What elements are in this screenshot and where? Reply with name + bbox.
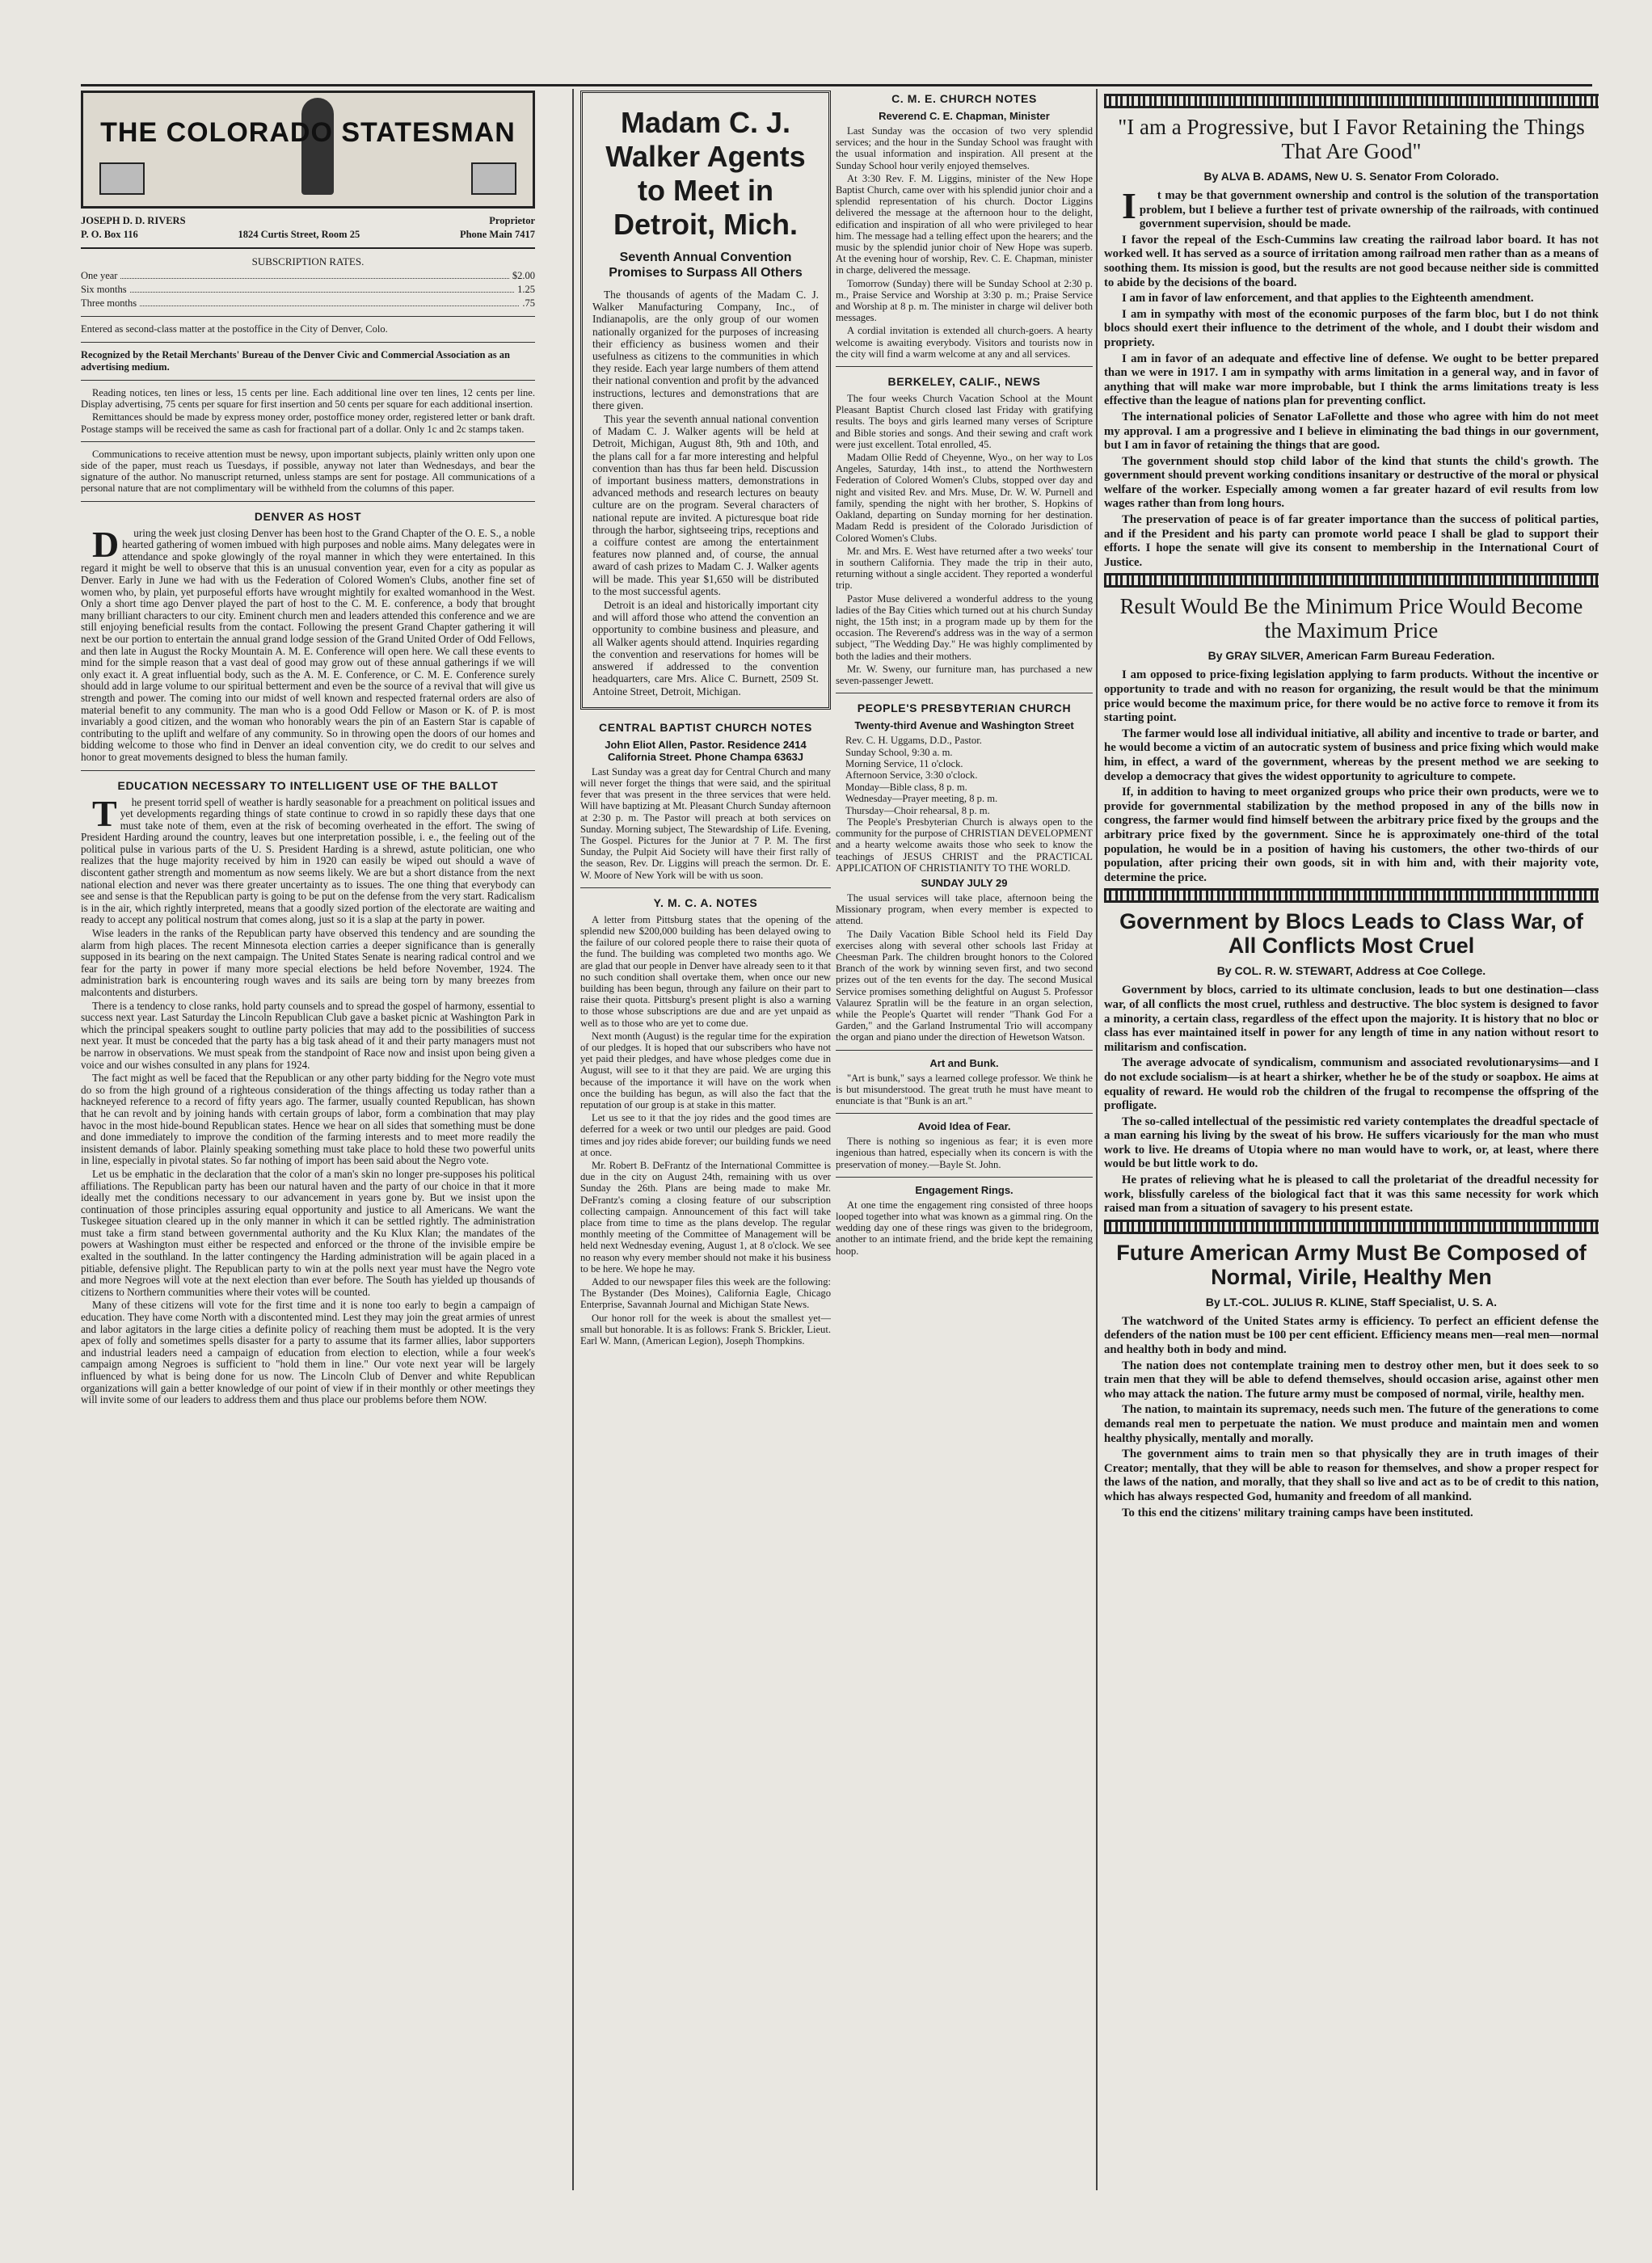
editorial-paragraph: The fact might as well be faced that the Republican or any other party bidding for the Negro vote must do so from the high ground of a righteous consideration of the things affecting us today rather than a hackneyed reference to a record of fifty years ago. The farmer, usually counted Republican, has shown that he can revolt and by joining hands with certain groups of labor, form a combination that may play havoc in the most hide-bound Republican states. Hence we hear on all sides that something must be done and done immediately to improve the condition of the farming interests and to meet more readily the insistent demands of labor. Plainly speaking something must take place to hold these two powerful units in line, especially in pivotal states. So far nothing of import has been said about the Negro vote. (81, 1072, 535, 1167)
subscription-title: SUBSCRIPTION RATES. (251, 255, 365, 268)
schedule-line: Sunday School, 9:30 a. m. (845, 746, 953, 758)
filler-heading: Avoid Idea of Fear. (917, 1120, 1011, 1133)
article-paragraph: The government aims to train men so that physically they are in truth images of their Creator; mentally, that they will be able to reason for themselves, and show a proper respect for the laws of the nation, and morally, that they shall so live and act as to be of credit to this nation, which has always respected God, humanity and freedom of all mankind. (1104, 1448, 1599, 1503)
article-paragraph: I am in sympathy with most of the economic purposes of the farm bloc, but I do not think blocs should exert their influence to the detriment of the whole, and I doubt their wisdom and propriety. (1104, 307, 1599, 349)
article-paragraph: I favor the repeal of the Esch-Cummins law creating the railroad labor board. It has not worked well. It has served as a source of irritation among railroad men rather than as a means of soothing them. Its mission is good, but the results are not good because neither side is committed to abide by the decisions of the board. (1104, 233, 1599, 289)
rate-row (81, 284, 535, 296)
body-paragraph: At 3:30 Rev. F. M. Liggins, minister of the New Hope Baptist Church, came over with his splendid junior choir and a splendid representation of his church. Doctor Liggins delivered the message at the afternoon hour to the delight, edification and inspiration of all who were privileged to hear him. The message had a telling effect upon the hearers; and the music by the splendid junior choir of New Hope was superb. At the evening hour of worship, Rev. C. E. Chapman, minister in charge, delivered the message. (836, 172, 1093, 276)
body-paragraph: The usual services will take place, afternoon being the Missionary program, when every member is expected to attend. (836, 892, 1093, 927)
column-rule-1 (572, 89, 574, 2190)
article-paragraph: It may be that government ownership and control is the solution of the transportation problem, but I believe a further test of private ownership of the railroads, with continued government supervision, should be made. (1122, 185, 1599, 231)
column-4 (1104, 91, 1599, 1522)
article-paragraph: The watchword of the United States army is efficiency. To perfect an efficient defense the defenders of the nation must be 100 per cent efficient. Efficiency means men—real men—normal and healthy both in body and mind. (1104, 1314, 1599, 1357)
divider (836, 1177, 1093, 1178)
body-paragraph: At one time the engagement ring consisted of three hoops looped together into what was known as a gimmal ring. On the wedding day one of these rings was given to the bridegroom, another to an intimate friend, and the bride kept the remaining hoop. (836, 1199, 1093, 1257)
article-byline: By ALVA B. ADAMS, New U. S. Senator From Colorado. (1203, 170, 1499, 183)
body-paragraph: The People's Presbyterian Church is always open to the community for the purpose of CHRISTIAN DEVELOPMENT and a hearty welcome awaits those who seek to know the teachings of JESUS CHRIST and the PRACTICAL APPLICATION OF CHRISTIANITY TO THE WORLD. (836, 815, 1093, 874)
greek-key-border (1104, 1220, 1599, 1234)
rate-price: $2.00 (512, 270, 535, 281)
publisher-name: JOSEPH D. D. RIVERS (81, 215, 186, 226)
article-headline: Future American Army Must Be Composed of Normal, Virile, Healthy Men (1116, 1240, 1587, 1289)
editorial-paragraph: Many of these citizens will vote for the first time and it is none too early to begin a campaign of education. They have come North with a discontented mind. Lest they may join the great armies of unrest and labor agitators in the large cities a definite policy of reaching them must be adopted. It is the very apex of folly and sometimes spells disaster for a party to assume that its farmer allies, labor supporters and industrial leaders need a campaign of education from election to election, while a four week's campaign among Negroes is sufficient to "hold them in line." Our vote next year will be largely influenced by what is being done for us now. The Lincoln Club of Denver and white Republican organizations will gain a better knowledge of our point of view if in their monthly or other meetings they will invite some of our leaders to address them and thus place our problems before them NOW. (81, 1299, 535, 1406)
notice-paragraph: Reading notices, ten lines or less, 15 cents per line. Each additional line over ten lines, 12 cents per line. Display advertising, 75 cents per square for first insertion and 50 cents per square for each additional insertion. (81, 387, 535, 411)
address-line (81, 229, 535, 241)
leader-dots (140, 297, 519, 306)
column-3 (836, 91, 1093, 1258)
editorial-heading: EDUCATION NECESSARY TO INTELLIGENT USE OF THE BALLOT (117, 778, 499, 792)
divider (81, 247, 535, 249)
section-subheading: John Eliot Allen, Pastor. Residence 2414 California Street. Phone Champa 6363J (605, 738, 807, 763)
body-paragraph: There is nothing so ingenious as fear; it is even more ingenious than hatred, especially when its concern is with the preservation of money.—Bayle St. John. (836, 1136, 1093, 1170)
article-paragraph: The nation, to maintain its supremacy, needs such men. The future of the generations to come demands real men to perpetuate the nation. We must produce and maintain men and women healthy physically, mentally and morally. (1104, 1403, 1599, 1445)
schedule-line: Afternoon Service, 3:30 o'clock. (845, 769, 978, 782)
filler-heading: Art and Bunk. (929, 1056, 999, 1069)
body-paragraph: Last Sunday was a great day for Central Church and many will never forget the things that were said, and the spiritual fever that was present in the three services that were held. Will have baptizing at Mt. Pleasant Church Sunday afternoon at 2:30 p. m. The Pastor will preach at both services on Sunday. Morning subject, The Stewardship of Life. Evening, The Gospel. Pictures for the Junior at 7 P. M. The first Sunday, the Pulpit Aid Society will have their first rally of the season, Rev. Dr. Liggins will preach the sermon. Dr. E. W. Moore of New York will be with us soon. (580, 765, 831, 881)
badge-left (99, 162, 145, 195)
article-paragraph: The international policies of Senator LaFollette and those who agree with him do not meet my approval. I am a progressive and I believe in eliminating the bad things in our government, but I am in favor of retaining the things that are good. (1104, 410, 1599, 453)
section-heading: BERKELEY, CALIF., NEWS (887, 375, 1041, 389)
article-paragraph: The farmer would lose all individual initiative, all ability and incentive to trade or barter, and he would become a victim of an autocratic system of business and price fixing which would make him, in effect, a ward of the government, whereas by the present method we are seeking to develop a democracy that gives the widest opportunity to agriculture to compete. (1104, 727, 1599, 783)
body-paragraph: Added to our newspaper files this week are the following: The Bystander (Des Moines), California Eagle, Chicago Enterprise, Savannah Journal and Michigan State News. (580, 1276, 831, 1311)
walker-advertisement (580, 91, 831, 710)
ad-subheadline: Seventh Annual Convention Promises to Surpass All Others (609, 251, 803, 280)
body-paragraph: A cordial invitation is extended all church-goers. A hearty welcome is awaiting everybody. Visitors and tourists now in the city will find a warm welcome at any and all services. (836, 325, 1093, 360)
section-heading: Y. M. C. A. NOTES (653, 896, 758, 909)
article-byline: By LT.-COL. JULIUS R. KLINE, Staff Specialist, U. S. A. (1205, 1295, 1498, 1308)
body-paragraph: The Daily Vacation Bible School held its Field Day exercises along with several other schools last Friday at Cheesman Park. The children brought honors to the Colored Branch of the work by winning seven first, and two second prizes out of the ten events for the day. The second Musical Service promises something delightful on August 5. Professor Valaurez Spratlin will be the feature in an organ selection, while the People's Quartet will render "Thank God For a Garden," and the Garland Instrumental Trio will accompany the organ and piano under the direction of Hewetson Watson. (836, 928, 1093, 1043)
body-paragraph: Madam Ollie Redd of Cheyenne, Wyo., on her way to Los Angeles, Saturday, 14th inst., to attend the Northwestern Federation of Colored Women's Clubs, stopped over day and night and visited Rev. and Mrs. Muse, Dr. W. W. Purnell and family, spending the night with her brother, S. Hopkins of Oakland, departing on Sunday morning for her destination. Madam Redd is president of the Colorado Jurisdiction of Colored Women's Clubs. (836, 452, 1093, 544)
filler-heading: Engagement Rings. (915, 1183, 1014, 1196)
schedule-line: Wednesday—Prayer meeting, 8 p. m. (845, 793, 998, 805)
street-address: 1824 Curtis Street, Room 25 (238, 229, 360, 240)
notice-paragraph: Remittances should be made by express money order, postoffice money order, registered letter or bank draft. Postage stamps will be received the same as cash for fractional part of a dollar. Only 1c and 2c stamps taken. (81, 411, 535, 435)
publisher-role: Proprietor (489, 215, 535, 226)
greek-key-border (1104, 573, 1599, 588)
article-paragraph: The so-called intellectual of the pessimistic red variety contemplates the dreadful spectacle of a man earning his living by the sweat of his brow. He suffers vicariously for the man who must work to live. He dreams of Utopia where no man would have to work, or, at least, where there would be but little work to do. (1104, 1115, 1599, 1171)
column-2 (580, 91, 831, 1348)
ad-paragraph: The thousands of agents of the Madam C. J. Walker Manufacturing Company, Inc., of Indianapolis, are the only group of our women nationally organized for the purposes of increasing their efficiency as business women and their usefulness as citizens to the communities in which they reside. Each year large numbers of them attend their national convention and profit by the advanced instructions, lectures and demonstrations that are there given. (592, 289, 819, 411)
divider (81, 342, 535, 343)
article-paragraph: To this end the citizens' military training camps have been instituted. (1122, 1506, 1473, 1519)
editorial-paragraph: There is a tendency to close ranks, hold party counsels and to spread the gospel of harmony, essential to success next year. Last Saturday the Lincoln Republican Club gave a basket picnic at Washington Park in which the principal speakers sought to outline party policies that may add to the possibilities of success next year. It must be conceded that the party has a big task ahead of it and their party managers must not be narrow in observations. We must speak from the standpoint of Race now and insist upon being given a voice and our wishes consulted in any plans for 1924. (81, 999, 535, 1071)
body-paragraph: Last Sunday was the occasion of two very splendid services; and the hour in the Sunday School was fraught with the usual information and inspiration. All present at the Sunday School hour verily enjoyed themselves. (836, 125, 1093, 171)
greek-key-border (1104, 888, 1599, 903)
section-subheading: Twenty-third Avenue and Washington Street (854, 719, 1074, 732)
column-1 (81, 91, 535, 1408)
article-headline: Government by Blocs Leads to Class War, of All Conflicts Most Cruel (1119, 909, 1583, 959)
article-paragraph: The preservation of peace is of far greater importance than the success of political parties, and if the President and his party can promote world peace I shall be glad to support their efforts. I hope the senate will give its consent to membership in the International Court of Justice. (1104, 513, 1599, 569)
schedule-line: Thursday—Choir rehearsal, 8 p. m. (845, 804, 990, 816)
body-paragraph: Pastor Muse delivered a wonderful address to the young ladies of the Bay Cities which turned out at his church Sunday night, the 15th inst; in a program made up by them for the occasion. The Reverend's address was in the way of a sermon subject, "The Wedding Day." He was highly complimented by both the ladies and their mothers. (836, 592, 1093, 662)
body-paragraph: The four weeks Church Vacation School at the Mount Pleasant Baptist Church closed last Friday with gratifying results. The boys and girls learned many verses of Scripture and Bible stories and songs. And their sewing and craft work were just excellent. Total enrolled, 45. (836, 393, 1093, 450)
ad-headline: Madam C. J. Walker Agents to Meet in Detroit, Mich. (605, 106, 806, 241)
editorial-paragraph: Wise leaders in the ranks of the Republican party have observed this tendency and are sounding the alarm from high places. The recent Minnesota election carries a deeper significance than is generally supposed in its bearing on the next campaign. The United States Senate is nearing radical control and we fear for the party in power if many more special elections be held before November, 1924. The administration bark is encountering rough waves and its sails are being torn by many breezes from malcontents and disturbers. (81, 927, 535, 998)
schedule-line: Rev. C. H. Uggams, D.D., Pastor. (845, 735, 982, 747)
body-paragraph: Mr. Robert B. DeFrantz of the International Committee is due in the city on August 24th, remaining with us over Sunday the 26th. Plans are being made to make Mr. DeFrantz's coming a closing feature of our subscription collecting campaign. Announcement of this fact will take place from time to time as the plans develop. The regular monthly meeting of the Committee of Management will be held next Wednesday evening, August 1, at 8 o'clock. We see no reason why every member should not make it his business to be here. We hope he may. (580, 1160, 831, 1275)
body-paragraph: A letter from Pittsburg states that the opening of the splendid new $200,000 building has been delayed owing to the failure of our colored people there to raise their quota of the fund. The building was completed two months ago. We are glad that our people in Denver have already seen to it that no such condition shall overtake them, when once our new building has been begun, through any failure on their part to raise their quota. Pittsburg's present plight is also a warning to those whose subscriptions are due and are yet unpaid as well as to those who are yet to come due. (580, 913, 831, 1029)
publisher-line (81, 215, 535, 227)
article-byline: By GRAY SILVER, American Farm Bureau Federation. (1207, 649, 1495, 663)
editorial-paragraph: During the week just closing Denver has been host to the Grand Chapter of the O. E. S., a noble hearted gathering of women imbued with high purposes and noble aims. Many delegates were in attendance and spoke glowingly of the royal manner in which they were entertained. In this regard it might be well to observe that this is an unusual convention year, even for a city as popular as Denver. Early in June we had with us the Federation of Colored Women's Clubs, another fine set of women who, by plain, yet purposeful efforts have wrought mightily for exalted womanhood in the West. Only a short time ago Denver played the part of host to the C. M. E. conference, a body that brought many brilliant characters to our city. Eminent church men and leaders attended this conference and we are still enjoying beneficial results from the contact. Following the present Grand Chapter gathering it will next be our portion to entertain the annual grand lodge session of the Grand United Order of Odd Fellows, and then late in August the Rocky Mountain A. M. E. Conference will open here. We call these events to mind for the simple reason that a vast deal of good may grow out of these annual gatherings if we will only exact it. A great influential body, such as the A. M. E. Conference, or C. M. E. Conference surely should add in large volume to our spiritual betterment and even be the source of a revival that will give us strength and power. The coming into our midst of well known and respected fraternal orders are also of material benefit to any community. The man who is a good Odd Fellow or Mason or K. of P. is most invariably a good citizen, and the woman who honorably wears the pin of an Eastern Star is capable of contributing to the uplift and welfare of any community. So in throwing open the doors of our homes and bidding welcome to those who find in Denver an ideal convention city, we do credit to our selves and honor to great movements designed to bless the human family. (81, 523, 535, 763)
divider (81, 501, 535, 502)
section-heading: C. M. E. CHURCH NOTES (891, 92, 1037, 105)
leader-dots (130, 284, 515, 293)
body-paragraph: Mr. W. Sweny, our furniture man, has purchased a new seven-passenger Jewett. (836, 663, 1093, 686)
masthead-banner (81, 91, 535, 209)
greek-key-border (1104, 94, 1599, 108)
article-paragraph: I am opposed to price-fixing legislation applying to farm products. Without the incentive or opportunity to trade and with no reason for organizing, the result would be that the minimum price would become the maximum price, for there would be no active force to remove it from its starting point. (1104, 668, 1599, 725)
section-heading: PEOPLE'S PRESBYTERIAN CHURCH (857, 702, 1072, 715)
rate-label: Three months (81, 297, 137, 309)
rate-price: 1.25 (517, 284, 535, 295)
divider (81, 770, 535, 771)
schedule-line: Monday—Bible class, 8 p. m. (845, 781, 967, 793)
rate-row (81, 270, 535, 282)
rate-price: .75 (522, 297, 535, 309)
recognized-note: Recognized by the Retail Merchants' Bureau of the Denver Civic and Commercial Association as an advertising medium. (81, 349, 510, 373)
notice-paragraph: Communications to receive attention must be newsy, upon important subjects, plainly written only upon one side of the paper, must reach us Tuesdays, if possible, anyway not later than Wednesdays, and bear the signature of the author. No manuscript returned, unless stamps are sent for postage. All communications of a personal nature that are not complimentary will be withheld from the columns of this paper. (81, 448, 535, 495)
divider (580, 887, 831, 888)
rate-label: Six months (81, 284, 127, 295)
body-paragraph: "Art is bunk," says a learned college professor. We think he is but misunderstood. The great truth he must have meant to enunciate is that "Bunk is an art." (836, 1072, 1093, 1107)
rate-row (81, 297, 535, 310)
divider (836, 1050, 1093, 1051)
editorial-heading: DENVER AS HOST (254, 509, 362, 523)
po-box: P. O. Box 116 (81, 229, 138, 240)
section-subheading: Reverend C. E. Chapman, Minister (879, 110, 1050, 122)
article-byline: By COL. R. W. STEWART, Address at Coe College. (1216, 964, 1486, 978)
article-paragraph: He prates of relieving what he is pleased to call the proletariat of the dreadful necessity for work, blissfully careless of the biological fact that it was this same necessity for work which raised man from a situation of savagery to his present estate. (1104, 1174, 1599, 1216)
entered-note: Entered as second-class matter at the postoffice in the City of Denver, Colo. (81, 323, 388, 335)
divider (836, 366, 1093, 367)
body-paragraph: Next month (August) is the regular time for the expiration of our pledges. It is hoped that our subscribers who have not yet paid their pledges, and have whose pledges come due in August, will see to it that they are paid. We are urging this because of the importance it will have on the work when once the building has begun, as will also the fact that the reputation of our group is at stake in this matter. (580, 1030, 831, 1110)
divider (81, 441, 535, 442)
top-rule (81, 84, 1592, 86)
article-paragraph: Government by blocs, carried to its ultimate conclusion, leads to but one destination—class war, of all conflicts the most cruel, ruthless and destructive. The bloc system is designed to favor a minority, a certain class, regardless of the effect upon the majority. It is history that no bloc or class has ever maintained itself in power for any length of time in any nation without resort to militarism and confiscation. (1104, 984, 1599, 1054)
article-paragraph: If, in addition to having to meet organized groups who price their own products, were we to provide for governmental stabilization by the method proposed in any of the bills now in congress, the farmer would find himself between the arbitrary price fixed by the groups and the arbitrary price fixed by the government. Since he is approximately one-third of the total population, he would be in a position of having his customers, the other two-thirds of our population, after pricing their own goods, sit in with him and, with their majority vote, determine the price. (1104, 786, 1599, 884)
section-heading: CENTRAL BAPTIST CHURCH NOTES (599, 720, 812, 734)
leader-dots (120, 270, 508, 279)
badge-right (471, 162, 516, 195)
column-rule-2 (1096, 89, 1098, 2190)
article-paragraph: The government should stop child labor of the kind that stunts the child's growth. The government should prevent working conditions insanitary or destructive of the moral or physical welfare of the worker. Especially among women a far greater hazard of evil results from low wages rather than from long hours. (1104, 454, 1599, 511)
article-paragraph: I am in favor of law enforcement, and that applies to the Eighteenth amendment. (1122, 292, 1534, 306)
article-paragraph: The nation does not contemplate training men to destroy other men, but it does seek to so train men that they will be able to defend themselves, should occasion arise, against other men who may attack the nation. The future army must be composed of normal, virile, healthy men. (1104, 1359, 1599, 1401)
divider (81, 380, 535, 381)
masthead-title: THE COLORADO STATESMAN (100, 117, 516, 148)
body-paragraph: Tomorrow (Sunday) there will be Sunday School at 2:30 p. m., Praise Service and Worship at 3:30 p. m.; Praise Service and Worship at 8 p. m. The minister in charge wil deliver both messages. (836, 277, 1093, 324)
article-paragraph: I am in favor of an adequate and effective line of defense. We ought to be better prepared than we were in 1917. I am in sympathy with arms limitation in a general way, and in favor of anything that will make war more improbable, but I think the arms limitations treaty is less effective than the league of nations plan for preventing conflict. (1104, 352, 1599, 408)
editorial-paragraph: The present torrid spell of weather is hardly seasonable for a preachment on political issues and yet developments regarding things of state continue to crowd in so rapidly these days that one must take note of them, even at the risk of becoming overheated in the effort. The swing of President Harding around the country, leaves but one interpretation possible, i. e., the feeling out of the political pulse in various parts of the U. S. President Harding is a shrewd, astute politician, one who realizes that the huge majority received by him in 1920 can easily be wiped out should a wave of discontent gather strength and momentum as now seems likely. We are but a short distance from the next national election and never was there greater uncertainty as to issues. The one thing that everybody can see and sense is that the Republican party is going to be put on the defense from the very start. Radicalism is in the air, which rightly interpreted, means that a goodly sized portion of the electorate are waiting and ready to accept any political nostrum that comes along, just so it is a slap at the party in power. (81, 792, 535, 926)
body-paragraph: Our honor roll for the week is about the smallest yet—small but honorable. It is as follows: Frank S. Brickler, Lieut. Earl W. Mann, (American Legion), Joseph Thompkins. (580, 1312, 831, 1347)
divider (836, 1113, 1093, 1114)
phone: Phone Main 7417 (459, 229, 535, 240)
article-headline: Result Would Be the Minimum Price Would Become the Maximum Price (1119, 594, 1583, 643)
editorial-paragraph: Let us be emphatic in the declaration that the color of a man's skin no longer pre-supposes his political affiliations. The Republican party has been our natural haven and the party of our choice in that it more ideally met the conditions necessary to our advancement in years gone by. But we insist upon the continuation of those principles assuring equal opportunity and justice to all Americans. We want the Tuskegee situation cleared up in the only manner in which it can be settled rightly. The administration must take a firm stand between governmental authority and the Ku Klux Klan; the mandates of the powers at Washington must either be respected and enforced or the throne of the invisible empire be exalted in the southland. In the latter contingency the Harding administration will be again placed in a pitiable, defensive plight. The Republican party to win at the polls next year must have the Negro vote and more Negroes will vote at the next election than ever before. The South has yielded up thousands of citizens to Northern communities where their votes will be counted. (81, 1167, 535, 1298)
date-heading: SUNDAY JULY 29 (921, 877, 1008, 889)
rate-label: One year (81, 270, 118, 281)
divider (81, 316, 535, 317)
ad-paragraph: Detroit is an ideal and historically important city and will afford those who attend the convention an opportunity to combine business and pleasure, and all Walker agents should attend. Inquiries regarding the convention and reservations for homes will be answered if addressed to the convention headquarters, care Mrs. Alice C. Burnett, 2509 St. Antoine Street, Detroit, Michigan. (592, 599, 819, 697)
article-headline: "I am a Progressive, but I Favor Retaining the Things That Are Good" (1118, 115, 1585, 163)
schedule-line: Morning Service, 11 o'clock. (845, 757, 963, 769)
ad-paragraph: This year the seventh annual national convention of Madam C. J. Walker agents will be held at Detroit, Michigan, August 8th, 9th and 10th, and the plans call for a far more interesting and helpful convention than has thus far been held. Discussion of important business matters, demonstrations in advanced methods and research lectures on beauty culture are on the program. Several characters of national repute are invited. A picturesque boat ride through the harbor, sightseeing trips, receptions and a coiffure contest are among the entertainment features now planned and, of course, the annual award of cash prizes to Madam C. J. Walker agents will be made. This year $1,650 will be distributed to the most successful agents. (592, 413, 819, 597)
body-paragraph: Let us see to it that the joy rides and the good times are deferred for a week or two until our pledges are paid. Good times and joy rides abide forever; our building funds we need at once. (580, 1112, 831, 1158)
body-paragraph: Mr. and Mrs. E. West have returned after a two weeks' tour in southern California. They made the trip in their auto, returning without a single accident. They reported a wonderful trip. (836, 545, 1093, 592)
article-paragraph: The average advocate of syndicalism, communism and associated revolutionarysims—and I do not exclude socialism—is at heart a shirker, whether he be of the study or soapbox. He aims at equality of reward. He would rob the children of the frugal to recompense the offspring of the profligate. (1104, 1056, 1599, 1113)
